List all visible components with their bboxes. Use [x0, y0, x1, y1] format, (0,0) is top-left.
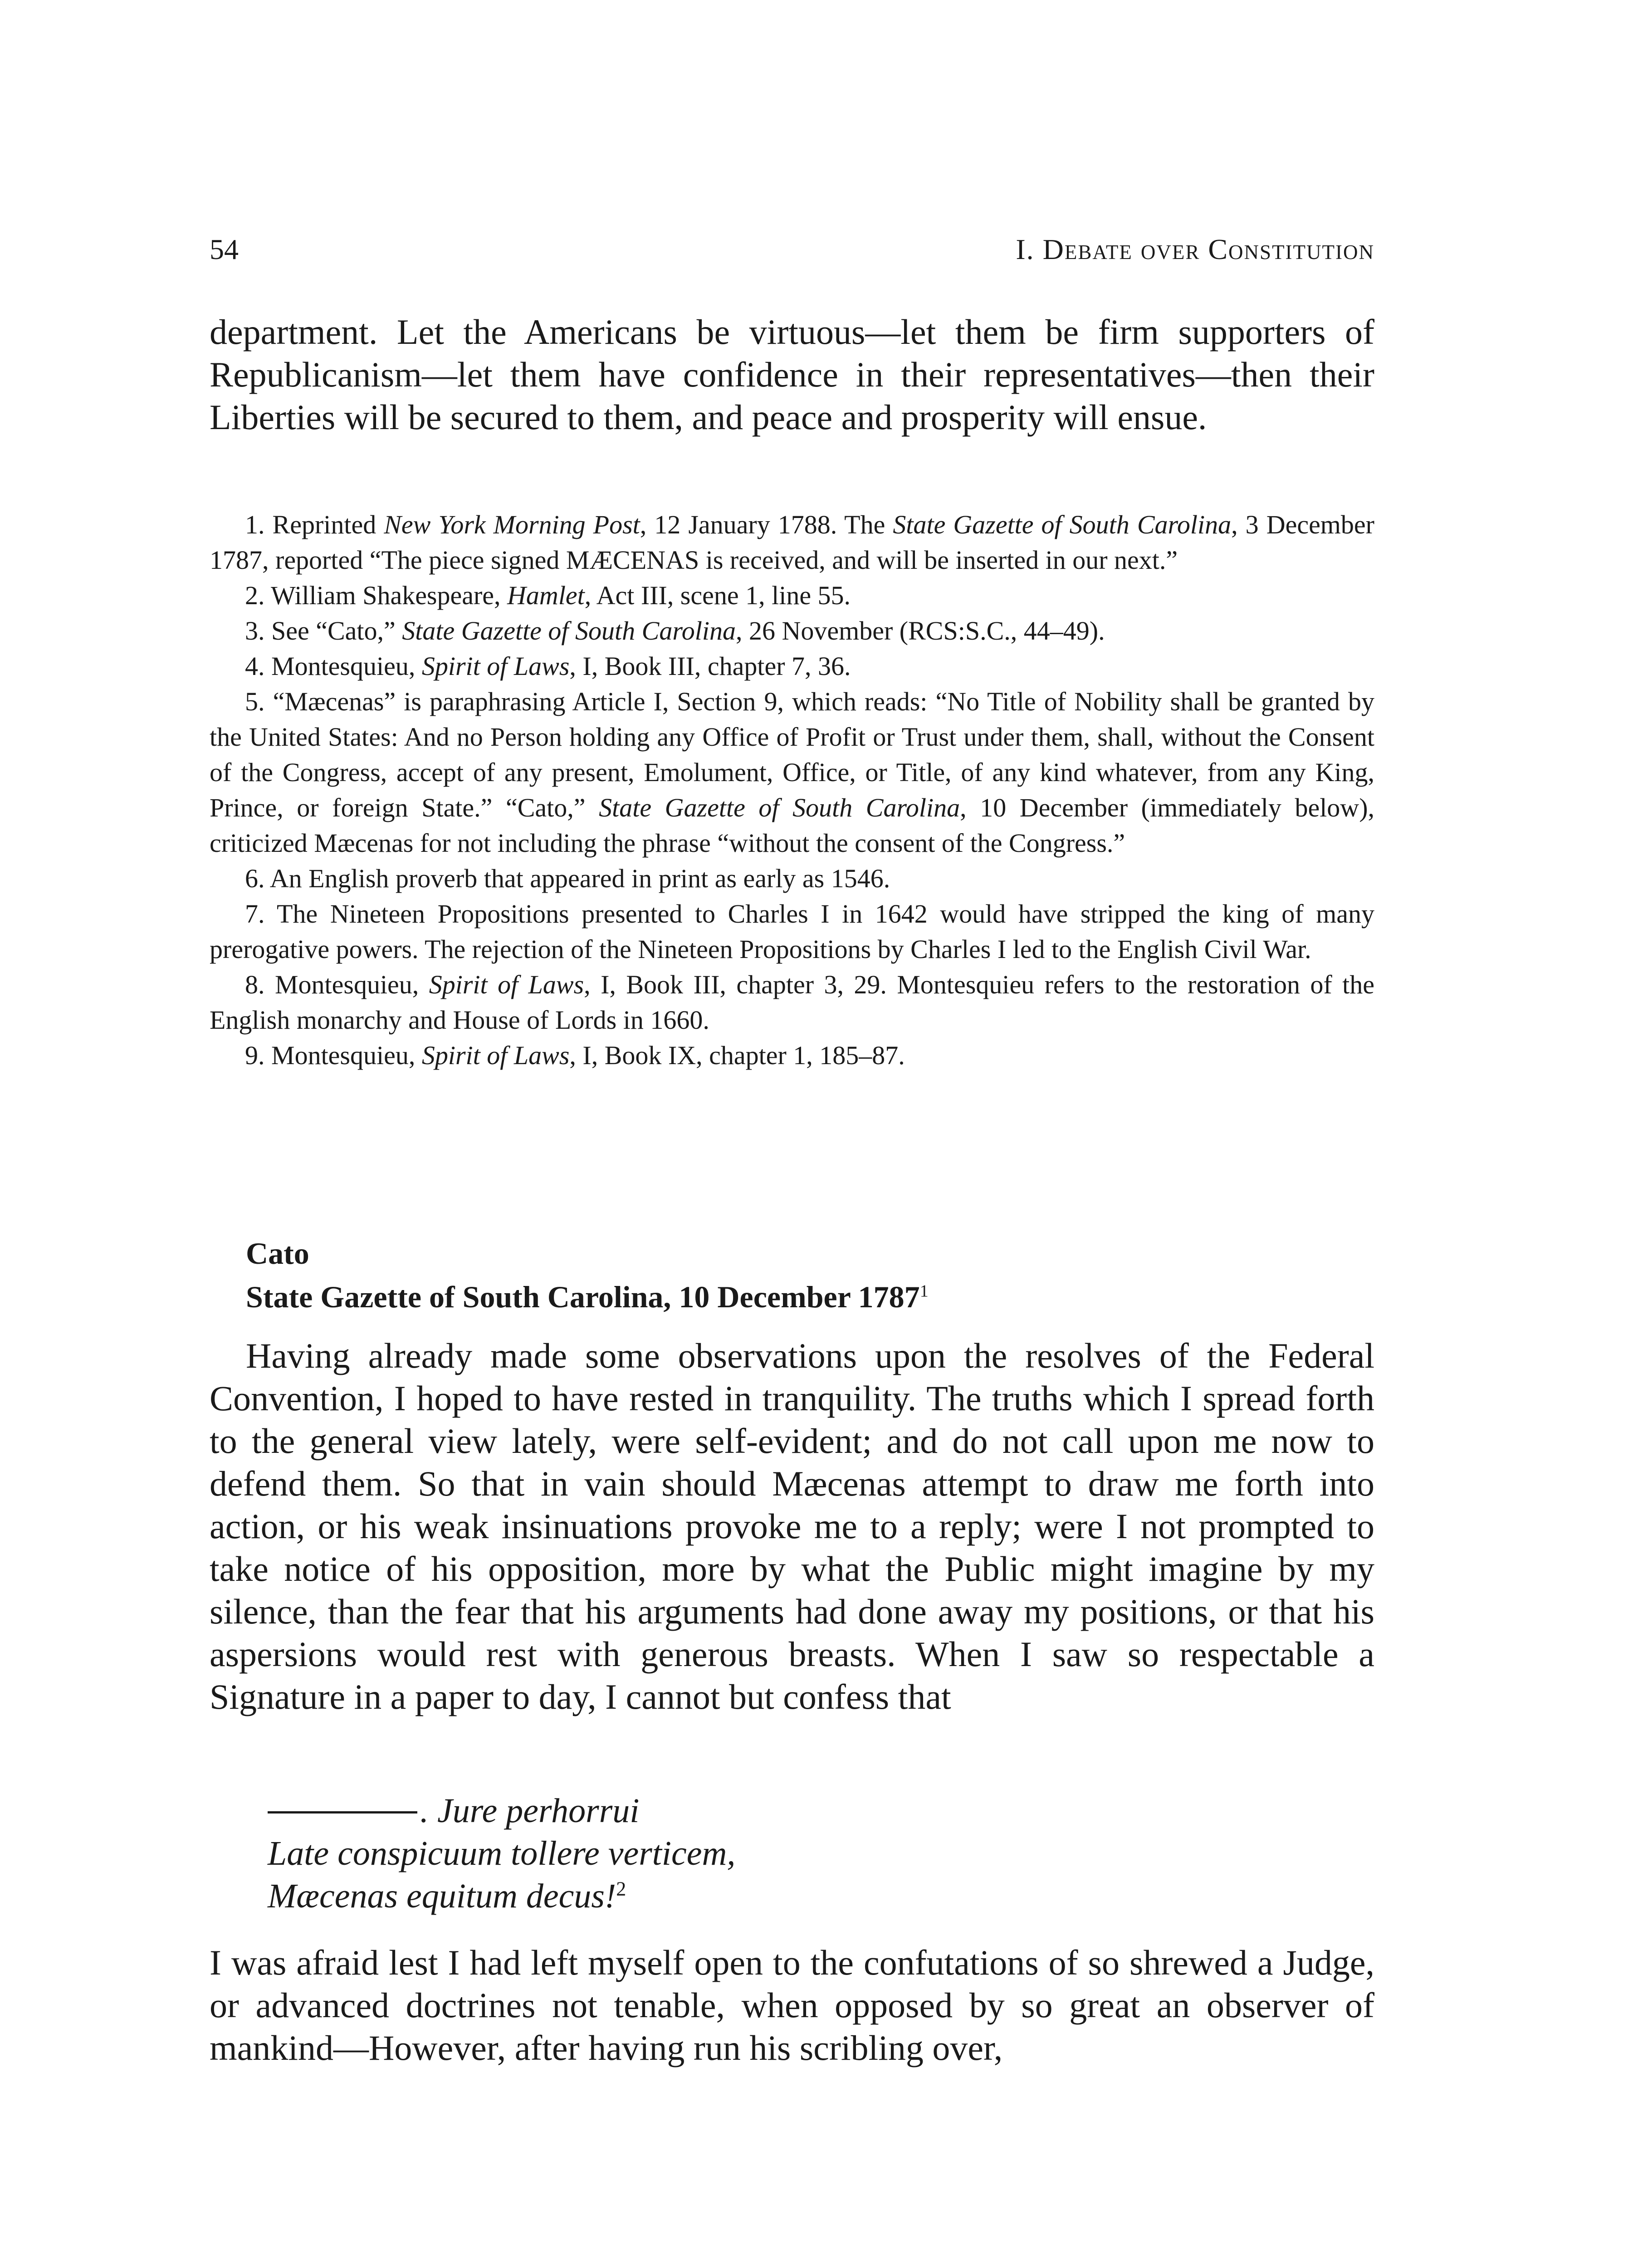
- footnote-text: , Act III, scene 1, line 55.: [584, 581, 851, 610]
- carryover-paragraph: department. Let the Americans be virtuous—let them be firm supporters of Republicanism—let them have confidence in their representatives—then their Liberties will be secured to them, and peace and prosperity will ensue.: [210, 312, 1374, 437]
- footnote-text: , 3 December 1787, reported “The piece signed MÆCENAS is received, and will be inserted in our next.”: [210, 510, 1374, 575]
- footnote-title: Spirit of Laws: [421, 651, 570, 681]
- footnote-8: [210, 967, 1374, 1038]
- footnote-5: [210, 684, 1374, 861]
- article-publication: [246, 1275, 1374, 1319]
- footnote-text: , 10 December (immediately below), criticized Mæcenas for not including the phrase “without the consent of the Congress.”: [210, 793, 1375, 858]
- footnote-text: 1. Reprinted: [245, 510, 384, 539]
- footnote-text: 2. William Shakespeare,: [245, 581, 508, 610]
- footnote-2: [210, 578, 1374, 613]
- section-title: I. Debate over Constitution: [1016, 233, 1374, 265]
- article-author: Cato: [246, 1236, 309, 1271]
- footnote-text: 3. See “Cato,”: [245, 616, 402, 645]
- footnote-title: New York Morning Post: [384, 510, 640, 539]
- verse-line-2: Late conspicuum tollere verticem,: [268, 1834, 736, 1872]
- footnote-text: , 12 January 1788. The: [640, 510, 893, 539]
- verse-text: Mæcenas equitum decus!: [268, 1877, 616, 1915]
- footnote-title: Hamlet: [507, 581, 585, 610]
- footnote-7: 7. The Nineteen Propositions presented to Charles I in 1642 would have stripped the king of many prerogative powers. The rejection of the Nineteen Propositions by Charles I led to the English Civil War.: [210, 899, 1374, 964]
- footnote-4: [210, 649, 1374, 684]
- footnote-text: 9. Montesquieu,: [245, 1041, 422, 1070]
- article-paragraph-2: I was afraid lest I had left myself open to the confutations of so shrewed a Judge, or advanced doctrines not tenable, when opposed by so great an observer of mankind—However, after having run his scribling over,: [210, 1943, 1374, 2068]
- footnote-marker: 1: [919, 1281, 929, 1301]
- footnote-marker: 2: [616, 1877, 626, 1900]
- footnote-text: , I, Book III, chapter 3, 29. Montesquieu refers to the restoration of the English monarchy and House of Lords in 1660.: [210, 970, 1374, 1035]
- publication-line: State Gazette of South Carolina, 10 December 1787: [246, 1280, 920, 1314]
- verse-text: . Jure perhorrui: [420, 1792, 640, 1830]
- footnotes: [210, 507, 1374, 1073]
- footnote-title: State Gazette of South Carolina: [402, 616, 736, 645]
- footnote-text: , I, Book IX, chapter 1, 185–87.: [569, 1041, 905, 1070]
- footnote-3: [210, 613, 1374, 649]
- footnote-title: State Gazette of South Carolina: [893, 510, 1232, 539]
- footnote-text: , 26 November (RCS:S.C., 44–49).: [736, 616, 1105, 645]
- latin-verse-quote: [268, 1789, 1356, 1917]
- footnote-text: 4. Montesquieu,: [245, 651, 422, 681]
- footnote-text: 5. “Mæcenas” is paraphrasing Article I, Section 9, which reads: “No Title of Nobility shall be granted by the United States: And no Person holding any Office of Profit or Trust under them, shall, without the Consent of the Congress, accept of any present, Emolument, Office, or Title, of any kind whatever, from any King, Prince, or foreign State.” “Cato,”: [210, 687, 1374, 822]
- article-heading: [246, 1232, 1374, 1319]
- page-number: 54: [210, 233, 239, 265]
- article-paragraph-1: Having already made some observations upon the resolves of the Federal Convention, I hoped to have rested in tranquility. The truths which I spread forth to the general view lately, were self-evident; and do not call upon me now to defend them. So that in vain should Mæcenas attempt to draw me forth into action, or his weak insinuations provoke me to a reply; were I not prompted to take notice of his opposition, more by what the Public might imagine by my silence, than the fear that his arguments had done away my positions, or that his aspersions would rest with generous breasts. When I saw so respectable a Signature in a paper to day, I cannot but confess that: [210, 1336, 1374, 1716]
- footnote-text: , I, Book III, chapter 7, 36.: [569, 651, 851, 681]
- footnote-title: State Gazette of South Carolina: [599, 793, 960, 822]
- verse-line-3: [268, 1875, 1356, 1917]
- footnote-title: Spirit of Laws: [421, 1041, 570, 1070]
- running-head: [210, 229, 1374, 270]
- verse-dash-rule: [268, 1811, 417, 1813]
- footnote-text: 8. Montesquieu,: [245, 970, 429, 999]
- footnote-title: Spirit of Laws: [429, 970, 584, 999]
- footnote-9: [210, 1038, 1374, 1073]
- verse-line-1: [268, 1789, 1356, 1832]
- footnote-6: 6. An English proverb that appeared in print as early as 1546.: [245, 864, 890, 893]
- footnote-1: [210, 507, 1374, 578]
